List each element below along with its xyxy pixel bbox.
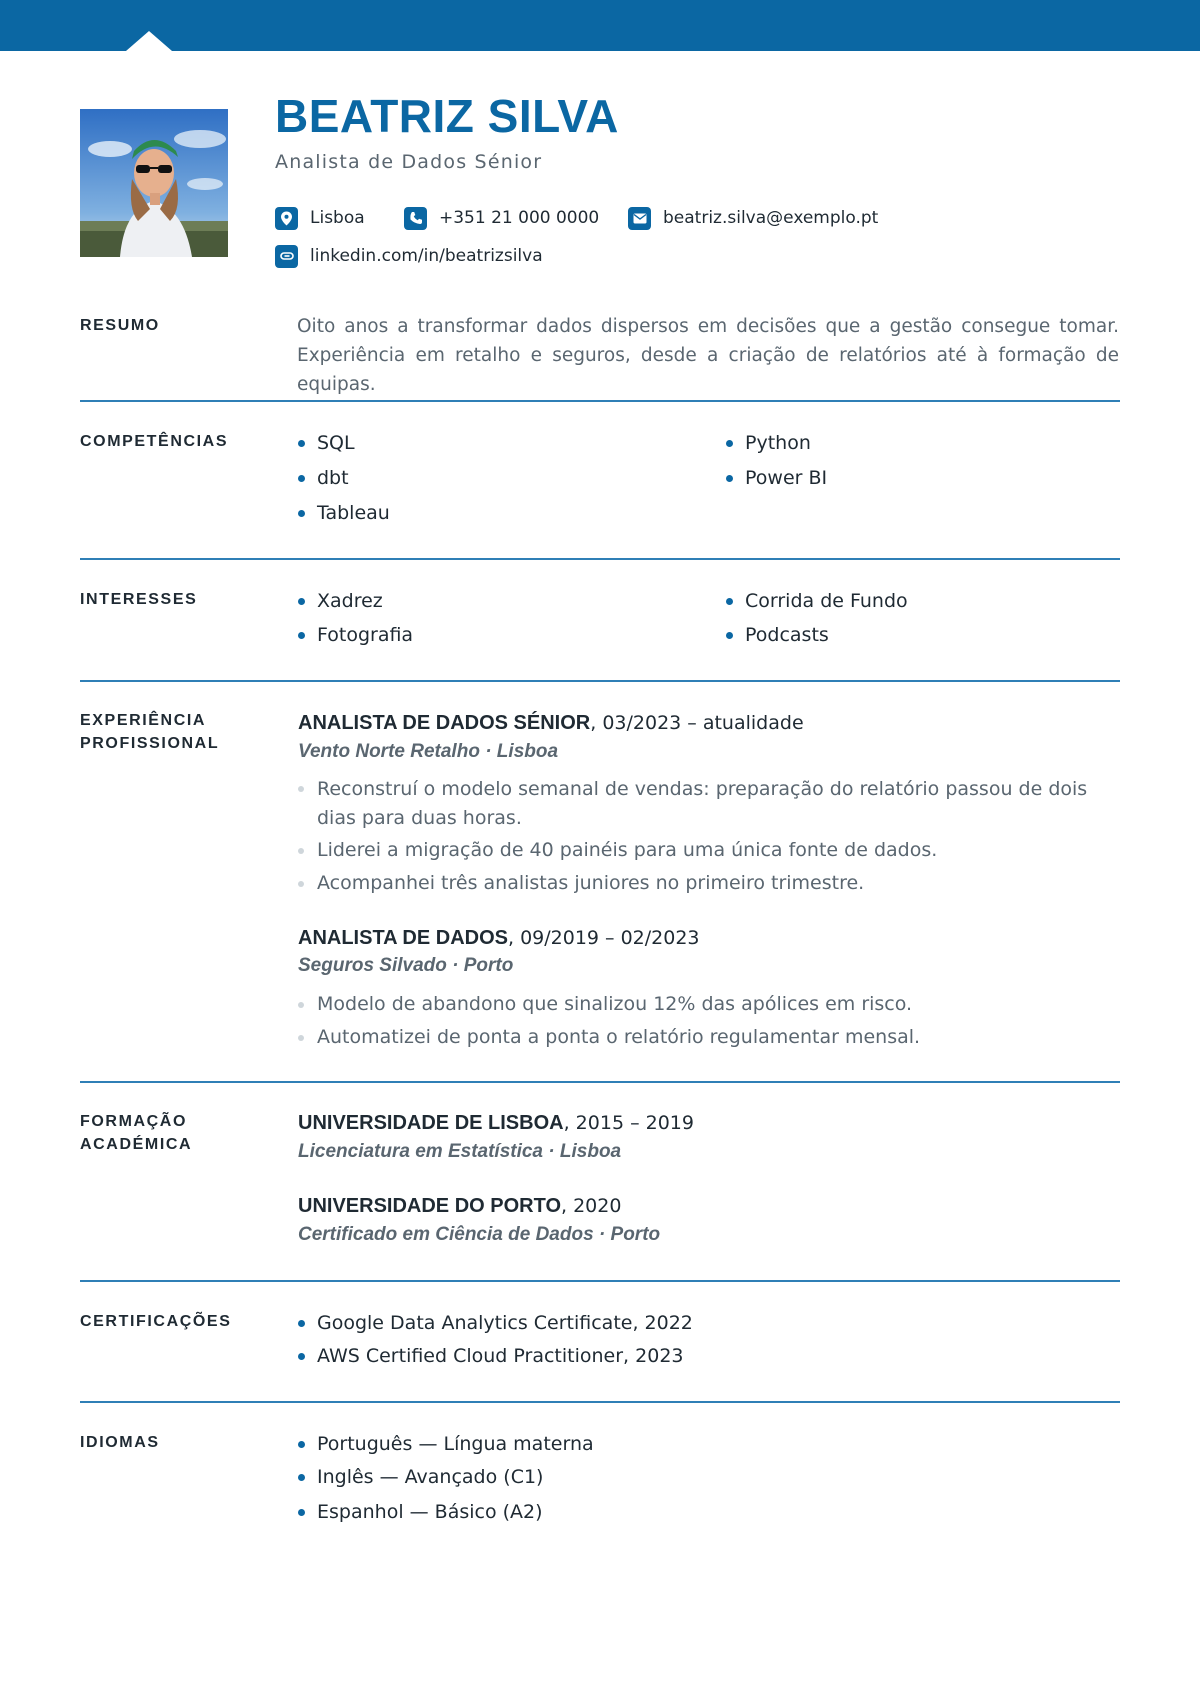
certification-item: AWS Certified Cloud Practitioner, 2023 — [317, 1345, 684, 1367]
section-label-interesses: INTERESSES — [80, 591, 198, 608]
section-label-idiomas: IDIOMAS — [80, 1434, 160, 1451]
education-heading — [298, 1110, 694, 1136]
email-text[interactable]: beatriz.silva@exemplo.pt — [663, 208, 879, 228]
job-period: , 03/2023 – atualidade — [590, 712, 804, 734]
divider — [80, 680, 1120, 682]
section-label-certificacoes: CERTIFICAÇÕES — [80, 1313, 232, 1330]
education-school: UNIVERSIDADE DE LISBOA — [298, 1112, 564, 1134]
education-degree: Licenciatura em Estatística · Lisboa — [298, 1141, 622, 1162]
interest-item: Xadrez — [317, 590, 383, 612]
summary-text: Oito anos a transformar dados dispersos em decisões que a gestão consegue tomar. Experiência em retalho e seguros, desde a criação de relatórios até à formação de equipas. — [297, 316, 1119, 395]
envelope-icon — [628, 207, 651, 230]
skill-item: Power BI — [745, 467, 828, 489]
skill-item: Tableau — [317, 502, 390, 524]
section-label-line: ACADÉMICA — [80, 1136, 193, 1153]
phone-text[interactable]: +351 21 000 0000 — [439, 208, 600, 228]
language-item: Espanhol — Básico (A2) — [317, 1501, 543, 1523]
job-heading — [298, 925, 700, 951]
phone-icon — [404, 207, 427, 230]
job-company: Seguros Silvado · Porto — [298, 955, 514, 976]
section-label-formacao — [80, 1110, 192, 1156]
education-degree: Certificado em Ciência de Dados · Porto — [298, 1224, 661, 1245]
section-label-line: EXPERIÊNCIA — [80, 712, 207, 729]
skill-item: dbt — [317, 467, 349, 489]
divider — [80, 1280, 1120, 1282]
section-label-competencias: COMPETÊNCIAS — [80, 433, 229, 450]
header-notch — [126, 31, 172, 51]
education-school: UNIVERSIDADE DO PORTO — [298, 1195, 561, 1217]
skill-item: SQL — [317, 432, 355, 454]
skill-item: Python — [745, 432, 811, 454]
job-bullet: Reconstruí o modelo semanal de vendas: preparação do relatório passou de dois dias para duas horas. — [317, 775, 1107, 833]
profile-photo — [80, 109, 228, 257]
interest-item: Fotografia — [317, 624, 414, 646]
linkedin-text[interactable]: linkedin.com/in/beatrizsilva — [310, 246, 543, 266]
link-icon — [275, 245, 298, 268]
section-label-line: PROFISSIONAL — [80, 735, 220, 752]
job-role: ANALISTA DE DADOS SÉNIOR — [298, 712, 591, 734]
contact-email — [628, 205, 878, 231]
education-heading — [298, 1193, 621, 1219]
contact-linkedin — [275, 243, 543, 269]
job-role: ANALISTA DE DADOS — [298, 927, 508, 949]
job-bullet: Automatizei de ponta a ponta o relatório regulamentar mensal. — [317, 1024, 1107, 1050]
section-label-resumo: RESUMO — [80, 317, 160, 334]
section-label-line: FORMAÇÃO — [80, 1113, 188, 1130]
language-item: Inglês — Avançado (C1) — [317, 1466, 544, 1488]
contact-location — [275, 205, 365, 231]
job-bullet: Liderei a migração de 40 painéis para uma única fonte de dados. — [317, 837, 1107, 863]
section-label-experiencia — [80, 709, 219, 755]
job-period: , 09/2019 – 02/2023 — [508, 927, 700, 949]
job-bullet: Acompanhei três analistas juniores no primeiro trimestre. — [317, 870, 1107, 896]
divider — [80, 1081, 1120, 1083]
divider — [80, 400, 1120, 402]
job-title: Analista de Dados Sénior — [275, 151, 543, 173]
interest-item: Corrida de Fundo — [745, 590, 908, 612]
education-period: , 2020 — [561, 1195, 622, 1217]
language-item: Português — Língua materna — [317, 1433, 594, 1455]
divider — [80, 558, 1120, 560]
location-text: Lisboa — [310, 208, 365, 228]
education-period: , 2015 – 2019 — [563, 1112, 694, 1134]
divider — [80, 1401, 1120, 1403]
job-bullet: Modelo de abandono que sinalizou 12% das apólices em risco. — [317, 991, 1107, 1017]
interest-item: Podcasts — [745, 624, 829, 646]
contact-phone — [404, 205, 599, 231]
candidate-name: BEATRIZ SILVA — [275, 90, 619, 142]
job-company: Vento Norte Retalho · Lisboa — [298, 741, 559, 762]
certification-item: Google Data Analytics Certificate, 2022 — [317, 1312, 693, 1334]
job-heading — [298, 710, 804, 736]
location-pin-icon — [275, 207, 298, 230]
header-bar — [0, 0, 1200, 51]
